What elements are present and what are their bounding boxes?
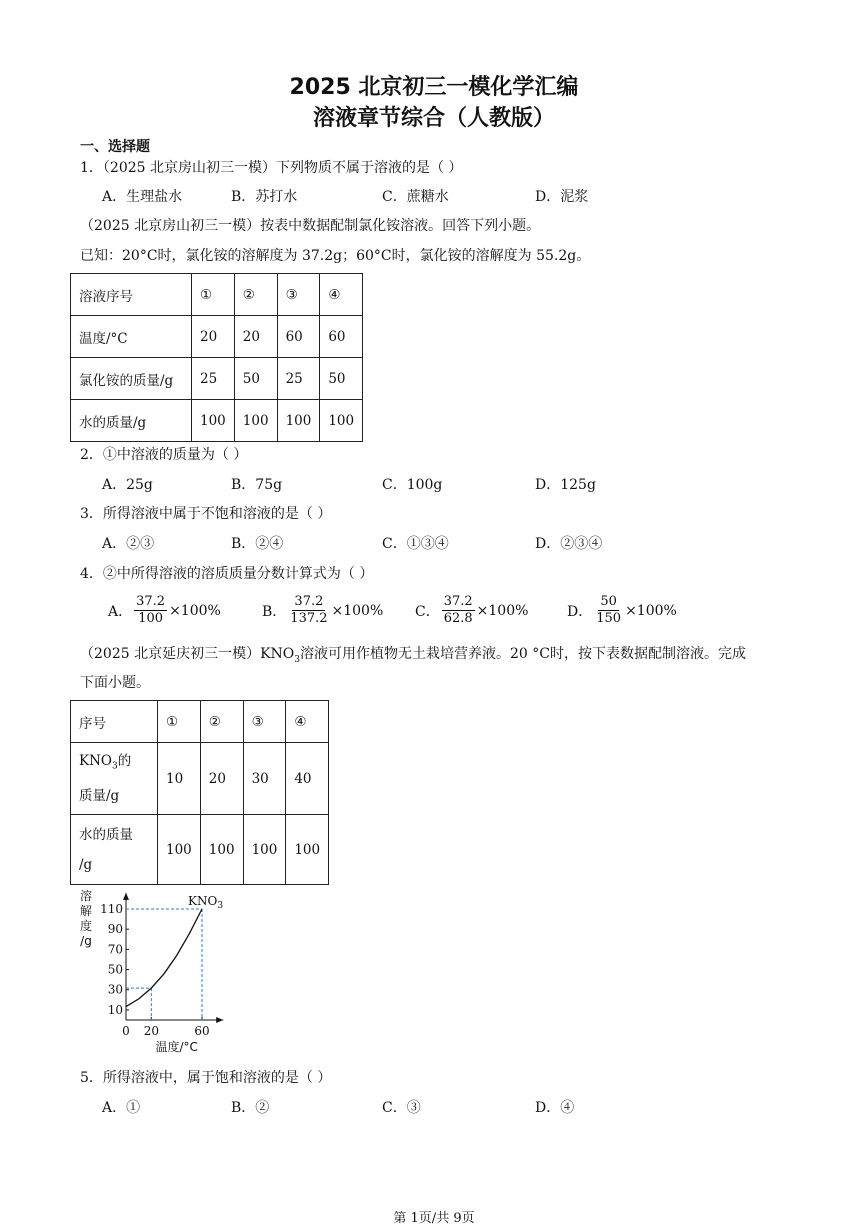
page-title-line1: 2025 北京初三一模化学汇编 [289,75,579,100]
question-1-option-b: B．苏打水 [231,189,298,205]
denominator: 137.2 [290,611,328,626]
question-5-option-a: A．① [102,1100,141,1116]
table2-cell: 100 [286,815,329,885]
option-letter: C． [415,603,440,620]
ammonium-chloride-table [70,273,363,442]
table1-cell: ① [192,274,235,316]
question-2-option-d: D．125g [535,477,596,493]
x-axis-arrow [216,1017,223,1023]
question-5-option-d: D．④ [535,1100,575,1116]
denominator: 150 [596,611,622,626]
x-tick-label: 60 [194,1024,210,1038]
option-suffix: ×100% [625,602,677,619]
table2-cell: 30 [243,743,286,815]
potassium-nitrate-table [70,700,329,885]
table1-cell: 溶液序号 [71,274,192,316]
table1-cell: 100 [277,400,320,442]
table1-cell: 20 [192,316,235,358]
table1-cell: 25 [277,358,320,400]
question-3-option-a: A．②③ [102,536,155,552]
y-tick-label: 90 [107,922,123,937]
fraction [134,594,167,627]
table1-cell: ② [234,274,277,316]
table1-cell: 水的质量/g [71,400,192,442]
option-letter: A． [108,603,133,620]
page-number: 第 1页/共 9页 [393,1211,475,1226]
numerator: 37.2 [294,594,324,609]
y-axis-arrow [123,893,129,900]
fraction [288,594,329,627]
x-axis-label: 温度/°C [155,1040,198,1054]
question-3-option-c: C．①③④ [382,536,449,552]
fraction [594,594,623,627]
option-letter: B． [262,603,287,620]
numerator: 50 [600,594,617,609]
table2-cell: 100 [200,815,243,885]
question-4-option-c [415,594,528,627]
table2-cell: 10 [158,743,201,815]
question-1-option-c: C．蔗糖水 [382,189,449,205]
water-label-a: 水的质量 [79,826,133,843]
subscript: 3 [111,761,118,772]
x-tick-label: 0 [122,1024,130,1038]
y-tick-label: 110 [100,902,123,916]
option-suffix: ×100% [331,602,384,619]
table1-cell: 100 [192,400,235,442]
option-letter: D． [567,603,593,620]
y-axis-label-char: 溶 [79,889,93,903]
question-1-option-a: A．生理盐水 [102,189,183,205]
table2-cell: ④ [286,701,329,743]
kno3-label-b: 的 [117,752,132,769]
section-heading: 一、选择题 [80,139,150,155]
kno3-label-c: 质量/g [79,788,120,805]
option-suffix: ×100% [476,602,529,619]
page-title-line2: 溶液章节综合（人教版） [312,106,555,131]
question-3-stem: 3．所得溶液中属于不饱和溶液的是（ ） [80,506,332,522]
table1-cell: 100 [320,400,363,442]
table1-cell: 温度/°C [71,316,192,358]
y-tick-label: 10 [107,1002,123,1017]
table1-cell: 50 [320,358,363,400]
y-axis-label-char: /g [80,934,92,948]
question-5-option-c: C．③ [382,1100,421,1116]
y-axis-label-char: 度 [79,919,93,933]
subscript: 3 [294,654,300,665]
question-4-option-d [567,594,677,627]
table2-cell [71,815,158,885]
table2-cell: ① [158,701,201,743]
question-2-stem: 2．①中溶液的质量为（ ） [80,447,248,463]
kno3-label-a: KNO [79,752,112,769]
question-4-option-a [108,594,221,627]
table1-cell: 60 [277,316,320,358]
passage-2-intro [80,643,746,665]
table1-cell: 25 [192,358,235,400]
question-1-stem: 1．（2025 北京房山初三一模）下列物质不属于溶液的是（ ） [80,160,463,176]
question-2-option-a: A．25g [102,477,153,493]
fraction [442,594,475,627]
x-tick-label: 20 [143,1024,159,1038]
table2-cell: ② [200,701,243,743]
question-4-stem: 4．②中所得溶液的溶质质量分数计算式为（ ） [80,566,374,582]
y-tick-label: 50 [107,962,123,977]
passage-2-intro-b: 溶液可用作植物无土栽培营养液。20 °C时，按下表数据配制溶液。完成 [300,646,746,662]
table1-cell: 60 [320,316,363,358]
denominator: 100 [138,611,164,626]
table2-cell [71,743,158,815]
table2-cell: 40 [286,743,329,815]
table2-cell: ③ [243,701,286,743]
passage-1-known: 已知：20°C时，氯化铵的溶解度为 37.2g；60°C时，氯化铵的溶解度为 55.2g。 [80,248,591,264]
solubility-curve [126,909,202,1007]
question-2-option-c: C．100g [382,477,443,493]
table2-cell: 100 [243,815,286,885]
table1-cell: 20 [234,316,277,358]
numerator: 37.2 [443,594,473,609]
table1-cell: ④ [320,274,363,316]
passage-1-intro: （2025 北京房山初三一模）按表中数据配制氯化铵溶液。回答下列小题。 [80,218,541,234]
passage-2-intro-line2: 下面小题。 [80,675,150,691]
table1-cell: ③ [277,274,320,316]
table2-cell: 100 [158,815,201,885]
question-3-option-b: B．②④ [231,536,284,552]
table2-cell: 20 [200,743,243,815]
water-label-b: /g [79,856,93,873]
y-axis-label-char: 解 [79,904,93,918]
table1-cell: 50 [234,358,277,400]
question-3-option-d: D．②③④ [535,536,603,552]
table1-cell: 100 [234,400,277,442]
question-2-option-b: B．75g [231,477,283,493]
y-tick-label: 70 [107,942,123,957]
table2-cell: 序号 [71,701,158,743]
passage-2-intro-a: （2025 北京延庆初三一模）KNO [80,646,295,662]
denominator: 62.8 [443,611,473,626]
question-1-option-d: D．泥浆 [535,189,589,205]
curve-label: $KNO_3$ [188,894,224,911]
question-5-stem: 5．所得溶液中，属于饱和溶液的是（ ） [80,1070,332,1086]
option-suffix: ×100% [169,602,221,619]
question-5-option-b: B．② [231,1100,270,1116]
table1-cell: 氯化铵的质量/g [71,358,192,400]
solubility-curve-chart [70,880,250,1055]
y-tick-label: 30 [107,982,123,997]
question-4-option-b [262,594,383,627]
numerator: 37.2 [136,594,166,609]
